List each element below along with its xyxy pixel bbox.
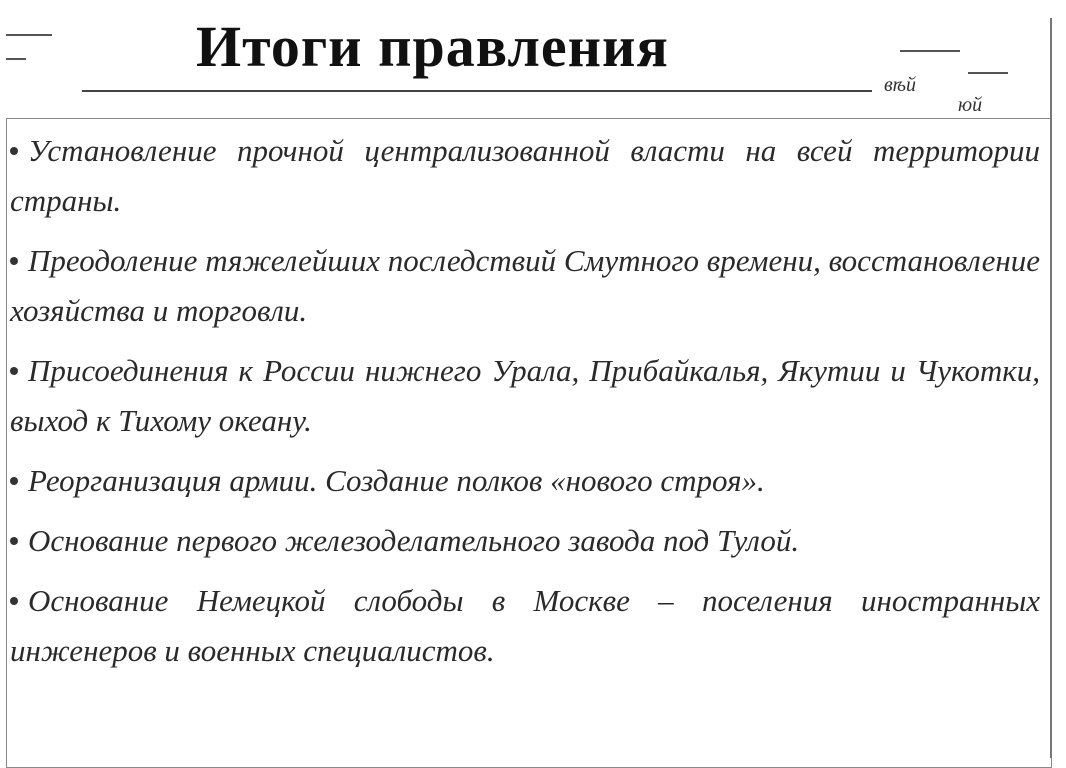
title-underline [82, 90, 872, 92]
page-title: Итоги правления [196, 14, 669, 79]
list-item [10, 126, 1040, 226]
corner-fragment-bottom: юй [958, 94, 983, 116]
list-item [10, 456, 1040, 506]
corner-dash-top-left [6, 34, 52, 36]
bullet-icon [10, 257, 18, 265]
list-item-text: Реорганизация армии. Создание полков «нового строя». [28, 463, 765, 498]
list-item-text: Присоединения к России нижнего Урала, Прибайкалья, Якутии и Чукотки, выход к Тихому океану. [10, 353, 1040, 438]
bullet-icon [10, 537, 18, 545]
list-item-text: Преодоление тяжелейших последствий Смутного времени, восстановление хозяйства и торговли. [10, 243, 1040, 328]
list-item [10, 346, 1040, 446]
bullet-icon [10, 147, 18, 155]
list-item-text: Основание Немецкой слободы в Москве – поселения иностранных инженеров и военных специалистов. [10, 583, 1040, 668]
bullet-icon [10, 477, 18, 485]
corner-fragment-top: вѣй [884, 74, 917, 96]
list-item [10, 236, 1040, 336]
corner-dash-top-right [900, 50, 960, 52]
right-edge-line [1050, 18, 1052, 758]
corner-dash-left [6, 58, 26, 60]
list-item [10, 516, 1040, 566]
bullet-icon [10, 367, 18, 375]
results-list [10, 126, 1040, 686]
bullet-icon [10, 597, 18, 605]
corner-dash-right [968, 72, 1008, 74]
list-item-text: Основание первого железоделательного завода под Тулой. [28, 523, 800, 558]
list-item-text: Установление прочной централизованной власти на всей территории страны. [10, 133, 1040, 218]
list-item [10, 576, 1040, 676]
